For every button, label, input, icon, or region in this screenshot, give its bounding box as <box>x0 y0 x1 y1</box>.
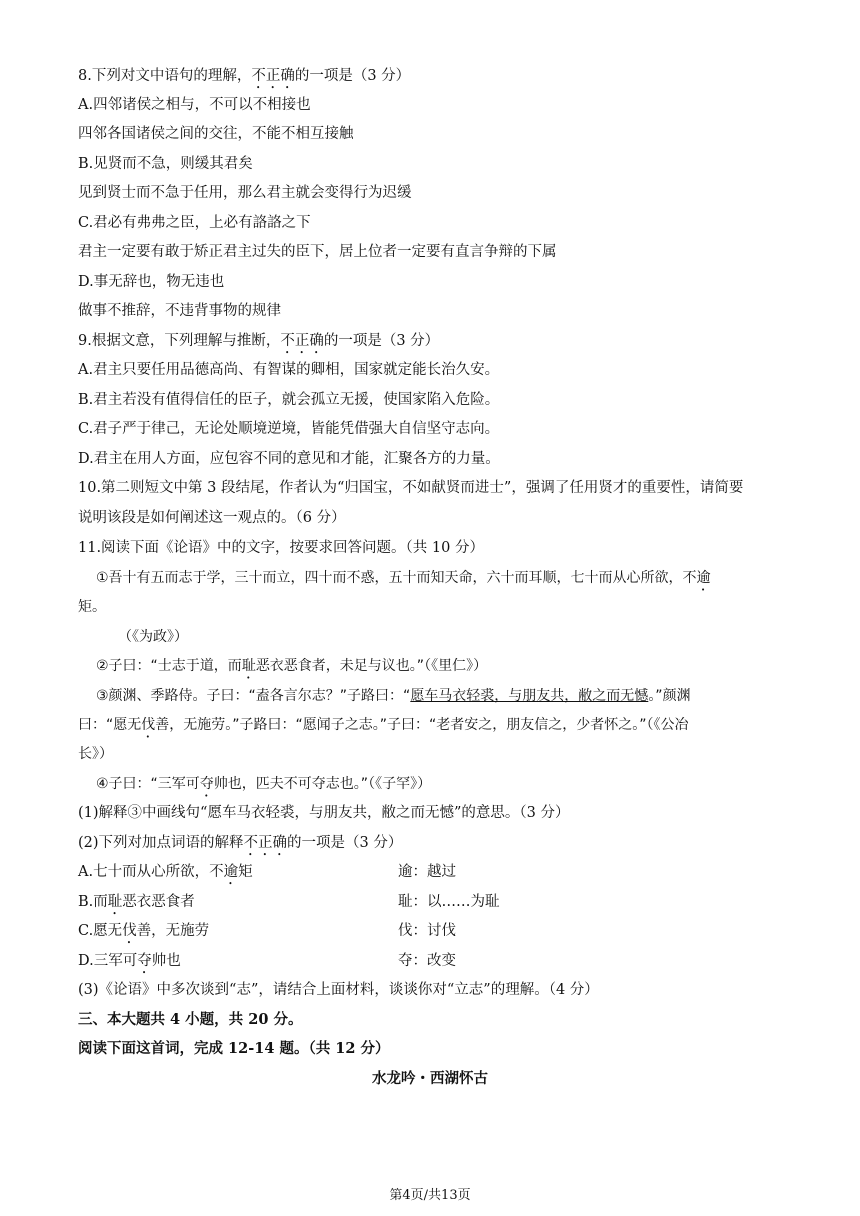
section-3-intro: 阅读下面这首词，完成 12-14 题。（共 12 分） <box>78 1040 390 1057</box>
q10-line-2: 说明该段是如何阐述这一观点的。（6 分） <box>78 510 346 526</box>
q8-option-c: C.君必有弗弗之臣，上必有詻詻之下 <box>78 215 311 231</box>
q9-option-c: C.君子严于律己，无论处顺境逆境，皆能凭借强大自信坚守志向。 <box>78 421 500 437</box>
q8-option-b-explanation: 见到贤士而不急于任用，那么君主就会变得行为迟缓 <box>78 185 412 201</box>
q11-passage-3: ③颜渊、季路侍。子曰：“盍各言尔志？”子路曰：“愿车马衣轻裘，与朋友共，敝之而无憾。”颜渊 <box>96 688 691 704</box>
q9-stem: 9.根据文意，下列理解与推断，不正确的一项是（3 分） <box>78 333 440 349</box>
q11-subquestion-2: (2)下列对加点词语的解释不正确的一项是（3 分） <box>78 835 403 851</box>
q11-option-d-explanation: 夺：改变 <box>398 953 456 969</box>
q10-line-1: 10.第二则短文中第 3 段结尾，作者认为“归国宝，不如献贤而进士”，强调了任用贤才的重要性，请简要 <box>78 480 744 496</box>
q11-passage-1: ①吾十有五而志于学，三十而立，四十而不惑，五十而知天命，六十而耳顺，七十而从心所欲，不逾 <box>96 570 711 586</box>
q11-option-c: C.愿无伐善，无施劳 伐：讨伐 <box>78 923 456 939</box>
q8-option-c-explanation: 君主一定要有敢于矫正君主过失的臣下，居上位者一定要有直言争辩的下属 <box>78 244 557 260</box>
q8-option-a-explanation: 四邻各国诸侯之间的交往，不能不相互接触 <box>78 126 354 142</box>
q9-option-d: D.君主在用人方面，应包容不同的意见和才能，汇聚各方的力量。 <box>78 451 500 467</box>
q11-option-c-explanation: 伐：讨伐 <box>398 923 456 939</box>
poem-title: 水龙吟・西湖怀古 <box>372 1070 488 1087</box>
page-number: 第4页/共13页 <box>389 1188 471 1203</box>
section-3-heading: 三、本大题共 4 小题，共 20 分。 <box>78 1011 303 1028</box>
q11-option-b: B.而耻恶衣恶食者 耻：以……为耻 <box>78 894 500 910</box>
q11-option-a: A.七十而从心所欲，不逾矩 逾：越过 <box>78 864 456 880</box>
q8-stem: 8.下列对文中语句的理解，不正确的一项是（3 分） <box>78 68 411 84</box>
q8-option-d: D.事无辞也，物无违也 <box>78 274 225 290</box>
q11-subquestion-3: (3)《论语》中多次谈到“志”，请结合上面材料，谈谈你对“立志”的理解。（4 分） <box>78 982 599 998</box>
q8-option-a: A.四邻诸侯之相与，不可以不相接也 <box>78 97 311 113</box>
q11-passage-4: ④子曰：“三军可夺帅也，匹夫不可夺志也。”（《子罕》） <box>96 776 432 792</box>
q8-option-b: B.见贤而不急，则缓其君矣 <box>78 156 253 172</box>
q11-passage-1-source: （《为政》） <box>118 629 188 645</box>
q8-option-d-explanation: 做事不推辞，不违背事物的规律 <box>78 303 281 319</box>
q11-option-a-explanation: 逾：越过 <box>398 864 456 880</box>
underlined-sentence: 愿车马衣轻裘，与朋友共，敝之而无憾 <box>410 688 649 704</box>
q11-passage-1-end: 矩。 <box>78 599 106 615</box>
q11-passage-3-cont: 曰：“愿无伐善，无施劳。”子路曰：“愿闻子之志。”子曰：“老者安之，朋友信之，少者怀之。”（《公冶 <box>78 717 689 733</box>
q11-subquestion-1: (1)解释③中画线句“愿车马衣轻裘，与朋友共，敝之而无憾”的意思。（3 分） <box>78 805 570 821</box>
q11-stem: 11.阅读下面《论语》中的文字，按要求回答问题。（共 10 分） <box>78 540 484 556</box>
q11-passage-2: ②子曰：“士志于道，而耻恶衣恶食者，未足与议也。”（《里仁》） <box>96 658 488 674</box>
q9-option-b: B.君主若没有值得信任的臣子，就会孤立无援，使国家陷入危险。 <box>78 392 500 408</box>
q11-option-b-explanation: 耻：以……为耻 <box>398 894 500 910</box>
q11-option-d: D.三军可夺帅也 夺：改变 <box>78 953 456 969</box>
q9-option-a: A.君主只要任用品德高尚、有智谋的卿相，国家就定能长治久安。 <box>78 362 500 378</box>
q11-passage-3-end: 长》） <box>78 746 113 762</box>
